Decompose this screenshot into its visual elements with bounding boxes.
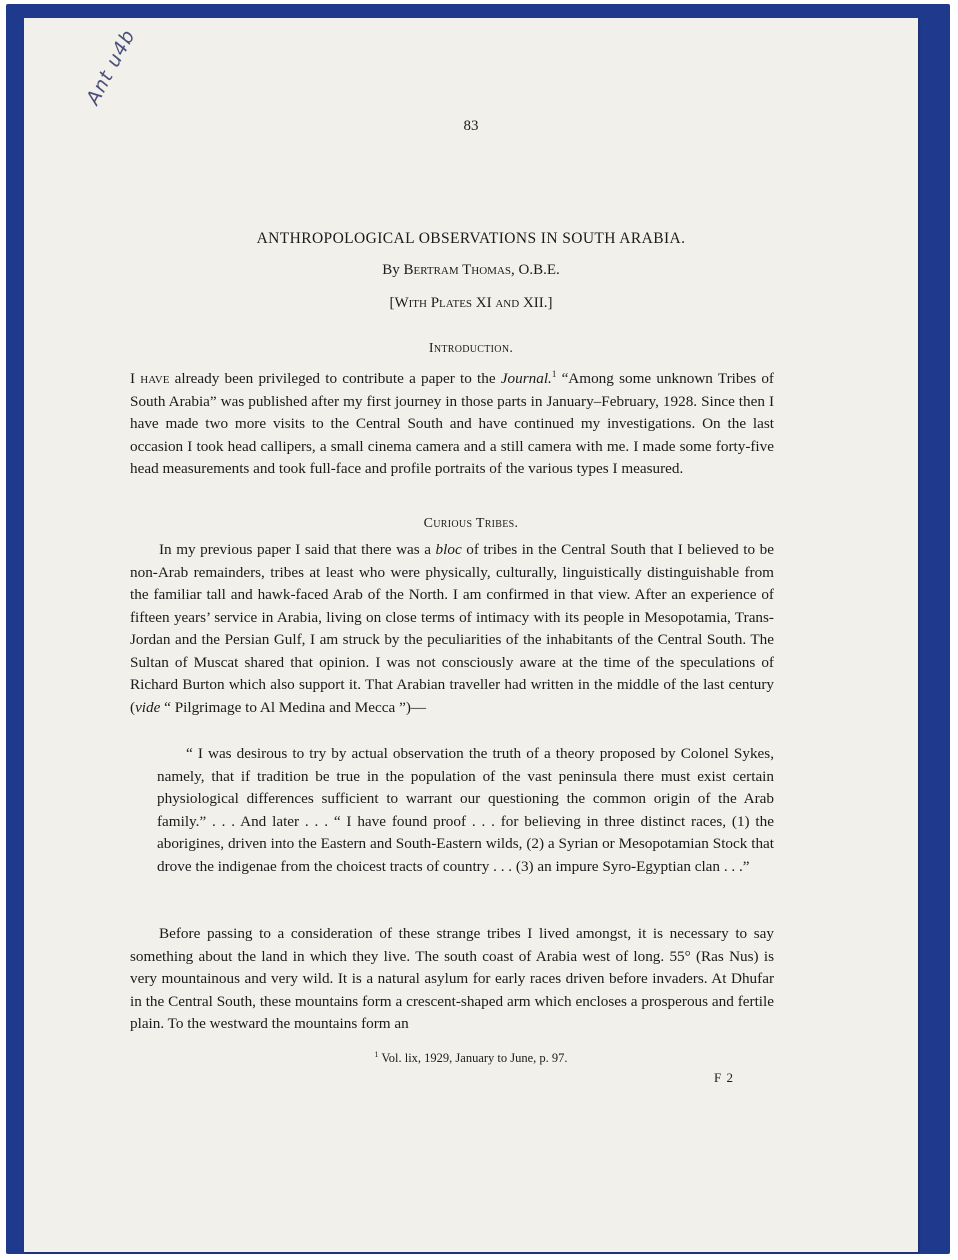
- vide-word: vide: [135, 698, 161, 716]
- signature-mark: F 2: [714, 1070, 734, 1085]
- curious-tribes-heading: Curious Tribes.: [423, 516, 519, 531]
- tribes-text-end: “ Pilgrimage to Al Medina and Mecca ”)—: [160, 698, 427, 716]
- tribes-text-before: In my previous paper I said that there was a: [159, 541, 436, 558]
- author-name: Bertram Thomas: [403, 262, 512, 278]
- page-number: 83: [463, 118, 479, 134]
- plates-line: [With Plates XI and XII.]: [389, 295, 553, 311]
- intro-text-after: “Among some unknown Tribes of South Arabia” was published after my first journey in those parts in January–February, 1928. Since then I have made two more visits to the Central South and have continued my investigations. On the last occasion I took head callipers, a small cinema camera and a still camera with me. I made some forty-five head measurements and took full-face and profile portraits of the various types I measured.: [130, 370, 774, 478]
- introduction-paragraph: [130, 363, 774, 481]
- tribes-text-mid: of tribes in the Central South that I believed to be non-Arab remainders, tribes at least who were physically, culturally, linguistically distinguishable from the familiar tall and hawk-faced Arab of the North. I am confirmed in that view. After an experience of fifteen years’ service in Arabia, living on close terms of intimacy with its people in Mesopotamia, Trans-Jordan and the Persian Gulf, I am struck by the peculiarities of the inhabitants of the Central South. The Sultan of Muscat shared that opinion. I was not consciously aware at the time of the speculations of Richard Burton which also support it. That Arabian traveller had written in the middle of the last century (: [130, 541, 774, 716]
- document-page: [24, 18, 918, 1252]
- footnote-text: Vol. lix, 1929, January to June, p. 97.: [378, 1051, 568, 1066]
- bloc-word: bloc: [435, 541, 462, 558]
- introduction-heading: Introduction.: [428, 341, 514, 356]
- footnote-number: 1: [374, 1050, 379, 1059]
- intro-first-word: I have: [130, 370, 170, 388]
- curious-tribes-paragraph: [130, 539, 774, 719]
- intro-text-before: already been privileged to contribute a paper to the: [169, 370, 501, 388]
- journal-title: Journal.: [500, 370, 552, 388]
- pencil-annotation: Ant u4b: [82, 25, 140, 109]
- author-line: [24, 262, 918, 279]
- final-paragraph: Before passing to a consideration of these strange tribes I lived amongst, it is necessary to say something about the land in which they live. The south coast of Arabia west of long. 55° (Ras Nus) is very mountainous and very wild. It is a natural asylum for early races driven before invaders. At Dhufar in the Central South, these mountains form a crescent-shaped arm which encloses a prosperous and fertile plain. To the westward the mountains form an: [130, 925, 774, 1032]
- burton-quote: “ I was desirous to try by actual observation the truth of a theory proposed by Colonel Sykes, namely, that if tradition be true in the population of the vast peninsula there must exist certain physiological differences sufficient to warrant our questioning the common origin of the Arab family.” . . . And later . . . “ I have found proof . . . for believing in three distinct races, (1) the aborigines, driven into the Eastern and South-Eastern wilds, (2) a Syrian or Mesopotamian Stock that drove the indigenae from the choicest tracts of country . . . (3) an impure Syro-Egyptian clan . . .”: [157, 745, 774, 875]
- article-title: ANTHROPOLOGICAL OBSERVATIONS IN SOUTH ARABIA.: [256, 230, 686, 247]
- author-suffix: , O.B.E.: [511, 262, 560, 278]
- footnote: [24, 1050, 918, 1066]
- footnote-mark: 1: [551, 369, 557, 379]
- author-prefix: By: [382, 262, 404, 278]
